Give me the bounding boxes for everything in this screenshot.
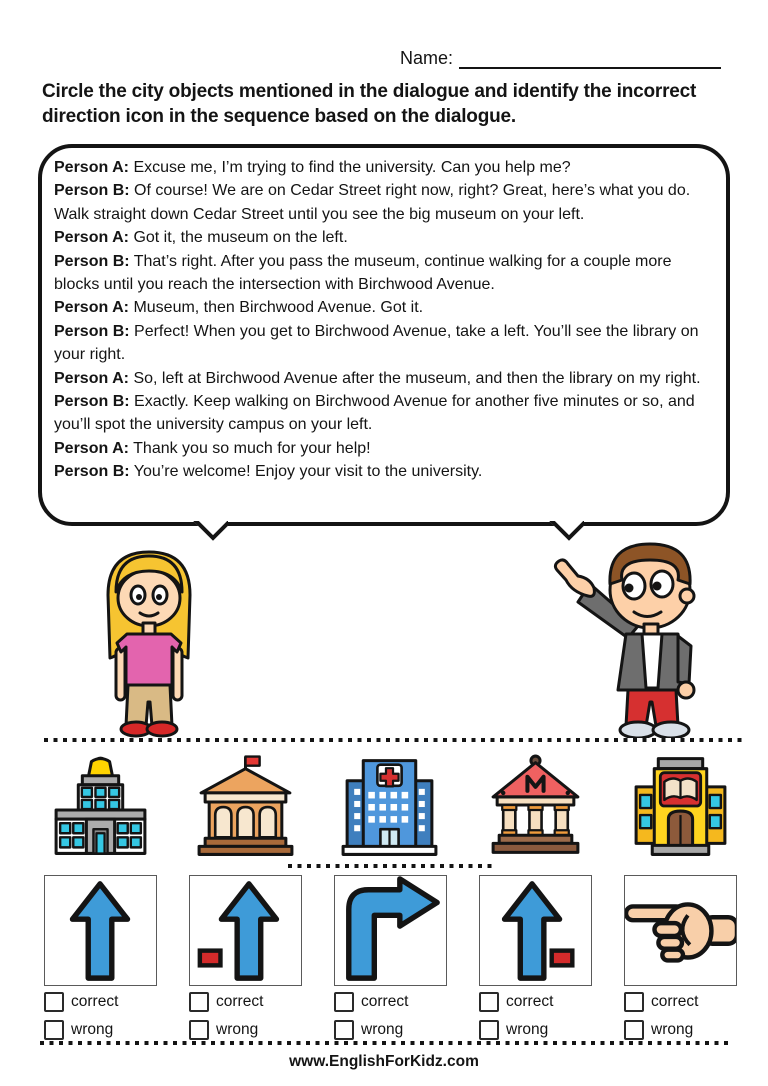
dialogue-speech-bubble [38,144,730,526]
museum-building-icon[interactable] [479,752,592,858]
dialogue-line: Person B: Of course! We are on Cedar Street right now, right? Great, here’s what you do. Walk straight down Cedar Street until you see the big museum on your left. [54,182,691,223]
direction-box-1-straight[interactable] [44,875,157,986]
correct-label: correct [216,993,264,1010]
answer-group-4 [479,992,553,1040]
correct-checkbox-1[interactable] [44,992,64,1012]
worksheet-title: Circle the city objects mentioned in the dialogue and identify the incorrect direction icon in the sequence based on the dialogue. [42,81,697,128]
boy-pointing-directions-icon [550,534,725,738]
answer-group-2 [189,992,263,1040]
answer-group-5 [624,992,698,1040]
website-footer: www.EnglishForKidz.com [289,1053,479,1070]
correct-checkbox-5[interactable] [624,992,644,1012]
answer-option [334,992,408,1012]
school-building-icon[interactable] [44,752,157,858]
answer-option [479,992,553,1012]
name-blank-line[interactable] [459,47,721,69]
correct-checkbox-2[interactable] [189,992,209,1012]
wrong-label: wrong [361,1021,404,1038]
answer-option [624,1020,698,1040]
answer-option [189,992,263,1012]
wrong-label: wrong [651,1021,694,1038]
name-row [400,47,721,69]
direction-box-2-straight-landmark-left[interactable] [189,875,302,986]
correct-label: correct [506,993,554,1010]
hospital-building-icon[interactable] [333,752,446,858]
answer-option [44,1020,118,1040]
turn-right-arrow-icon [335,876,446,985]
wrong-checkbox-1[interactable] [44,1020,64,1040]
dialogue-line: Person A: Thank you so much for your help! [54,439,371,457]
wrong-checkbox-2[interactable] [189,1020,209,1040]
wrong-label: wrong [71,1021,114,1038]
dialogue-line: Person A: Museum, then Birchwood Avenue. Got it. [54,299,424,317]
answer-group-3 [334,992,408,1040]
answer-option [189,1020,263,1040]
dotted-separator-middle [288,864,496,868]
library-building-icon[interactable] [624,752,737,858]
answer-group-1 [44,992,118,1040]
answer-option [479,1020,553,1040]
dialogue-line: Person A: Got it, the museum on the left. [54,229,348,247]
correct-label: correct [651,993,699,1010]
wrong-checkbox-3[interactable] [334,1020,354,1040]
straight-ahead-landmark-left-icon [190,876,301,985]
answer-option [334,1020,408,1040]
name-label: Name: [400,48,454,68]
direction-box-3-turn-right[interactable] [334,875,447,986]
dialogue-line: Person B: You’re welcome! Enjoy your visit to the university. [54,463,483,481]
university-building-icon[interactable] [189,752,302,858]
girl-asking-directions-icon [80,540,218,738]
pointing-left-hand-icon [625,876,736,985]
straight-ahead-landmark-right-icon [480,876,591,985]
dialogue-line: Person B: Exactly. Keep walking on Birchwood Avenue for another five minutes or so, and you’ll spot the university campus on your left. [54,393,695,434]
direction-box-5-point-left[interactable] [624,875,737,986]
correct-checkbox-3[interactable] [334,992,354,1012]
dotted-separator-top [44,738,744,742]
correct-label: correct [71,993,119,1010]
wrong-checkbox-5[interactable] [624,1020,644,1040]
dialogue-line: Person A: Excuse me, I’m trying to find the university. Can you help me? [54,159,571,176]
wrong-checkbox-4[interactable] [479,1020,499,1040]
dialogue-line: Person B: Perfect! When you get to Birchwood Avenue, take a left. You’ll see the library on your right. [54,322,699,364]
wrong-label: wrong [506,1021,549,1038]
dialogue-line: Person B: That’s right. After you pass the museum, continue walking for a couple more blocks until you reach the intersection with Birchwood Avenue. [54,252,672,294]
straight-ahead-arrow-icon [45,876,156,985]
dialogue-line: Person A: So, left at Birchwood Avenue after the museum, and then the library on my right. [54,369,701,387]
answer-option [624,992,698,1012]
correct-label: correct [361,993,409,1010]
direction-box-4-straight-landmark-right[interactable] [479,875,592,986]
correct-checkbox-4[interactable] [479,992,499,1012]
dotted-separator-bottom [40,1041,732,1045]
wrong-label: wrong [216,1021,259,1038]
answer-option [44,992,118,1012]
